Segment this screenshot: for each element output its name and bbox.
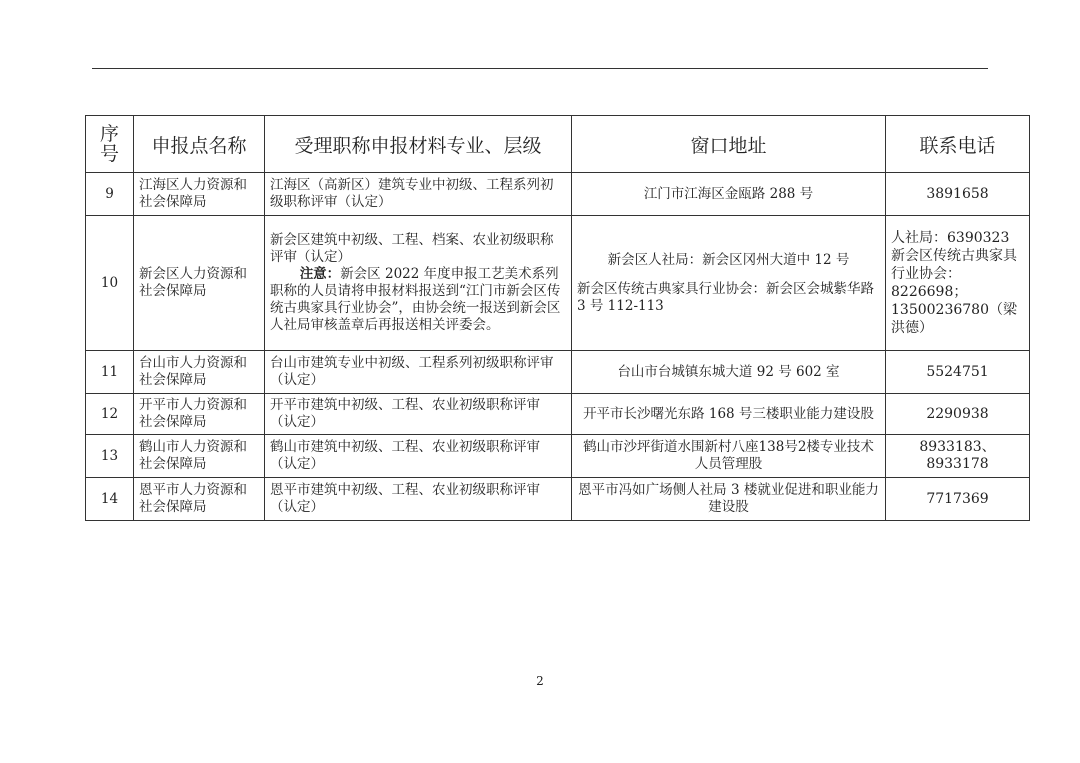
row-address-1: 新会区人社局：新会区冈州大道中 12 号 xyxy=(607,251,850,268)
row-scope: 新会区建筑中初级、工程、档案、农业初级职称评审（认定） xyxy=(270,232,554,265)
header-address: 窗口地址 xyxy=(572,116,886,173)
row-phone-2: 新会区传统古典家具行业协会： xyxy=(891,248,1017,282)
header-phone: 联系电话 xyxy=(886,116,1030,173)
row-phone: 5524751 xyxy=(886,351,1030,394)
note-text: 新会区 2022 年度申报工艺美术系列职称的人员请将申报材料报送到“江门市新会区传统古典家具行业协会”，由协会统一报送到新会区人社局审核盖章后再报送相关评委会。 xyxy=(270,266,561,333)
row-seq: 9 xyxy=(86,173,134,216)
row-scope: 江海区（高新区）建筑专业中初级、工程系列初级职称评审（认定） xyxy=(265,173,572,216)
table-row xyxy=(86,173,1030,216)
row-scope: 开平市建筑中初级、工程、农业初级职称评审（认定） xyxy=(265,394,572,435)
row-address: 恩平市冯如广场侧人社局 3 楼就业促进和职业能力建设股 xyxy=(572,478,886,521)
row-name: 台山市人力资源和社会保障局 xyxy=(134,351,265,394)
row-seq: 10 xyxy=(86,216,134,351)
row-seq: 12 xyxy=(86,394,134,435)
table-row xyxy=(86,435,1030,478)
header-scope: 受理职称申报材料专业、层级 xyxy=(265,116,572,173)
row-phone-1: 人社局：6390323 xyxy=(891,230,1010,246)
note-label: 注意： xyxy=(299,266,341,282)
table-header-row xyxy=(86,116,1030,173)
header-name: 申报点名称 xyxy=(134,116,265,173)
header-seq: 序号 xyxy=(86,116,134,173)
spacer xyxy=(577,269,880,281)
row-name: 江海区人力资源和社会保障局 xyxy=(134,173,265,216)
page-number: 2 xyxy=(536,674,544,688)
table-row xyxy=(86,478,1030,521)
row-scope: 鹤山市建筑中初级、工程、农业初级职称评审（认定） xyxy=(265,435,572,478)
row-address: 鹤山市沙坪街道水围新村八座138号2楼专业技术人员管理股 xyxy=(572,435,886,478)
table-row xyxy=(86,394,1030,435)
row-address-2: 新会区传统古典家具行业协会：新会区会城紫华路 3 号 112-113 xyxy=(577,280,874,314)
table-row xyxy=(86,216,1030,351)
table-row xyxy=(86,351,1030,394)
row-scope: 台山市建筑专业中初级、工程系列初级职称评审（认定） xyxy=(265,351,572,394)
row-seq: 14 xyxy=(86,478,134,521)
row-phone: 2290938 xyxy=(886,394,1030,435)
row-seq: 13 xyxy=(86,435,134,478)
header-rule xyxy=(92,68,988,69)
row-note xyxy=(270,266,566,334)
row-scope-cell xyxy=(265,216,572,351)
row-scope: 恩平市建筑中初级、工程、农业初级职称评审（认定） xyxy=(265,478,572,521)
row-name: 鹤山市人力资源和社会保障局 xyxy=(134,435,265,478)
row-address: 江门市江海区金瓯路 288 号 xyxy=(572,173,886,216)
row-address: 台山市台城镇东城大道 92 号 602 室 xyxy=(572,351,886,394)
row-seq: 11 xyxy=(86,351,134,394)
row-name: 开平市人力资源和社会保障局 xyxy=(134,394,265,435)
row-phone-4: 13500236780（梁洪德） xyxy=(891,302,1017,336)
row-name: 新会区人力资源和社会保障局 xyxy=(134,216,265,351)
row-phone-cell xyxy=(886,216,1030,351)
application-points-table xyxy=(85,115,1030,521)
row-phone: 3891658 xyxy=(886,173,1030,216)
row-address-cell xyxy=(572,216,886,351)
row-address: 开平市长沙曙光东路 168 号三楼职业能力建设股 xyxy=(572,394,886,435)
row-phone: 7717369 xyxy=(886,478,1030,521)
row-phone: 8933183、8933178 xyxy=(886,435,1030,478)
row-phone-3: 8226698； xyxy=(891,284,968,300)
row-name: 恩平市人力资源和社会保障局 xyxy=(134,478,265,521)
